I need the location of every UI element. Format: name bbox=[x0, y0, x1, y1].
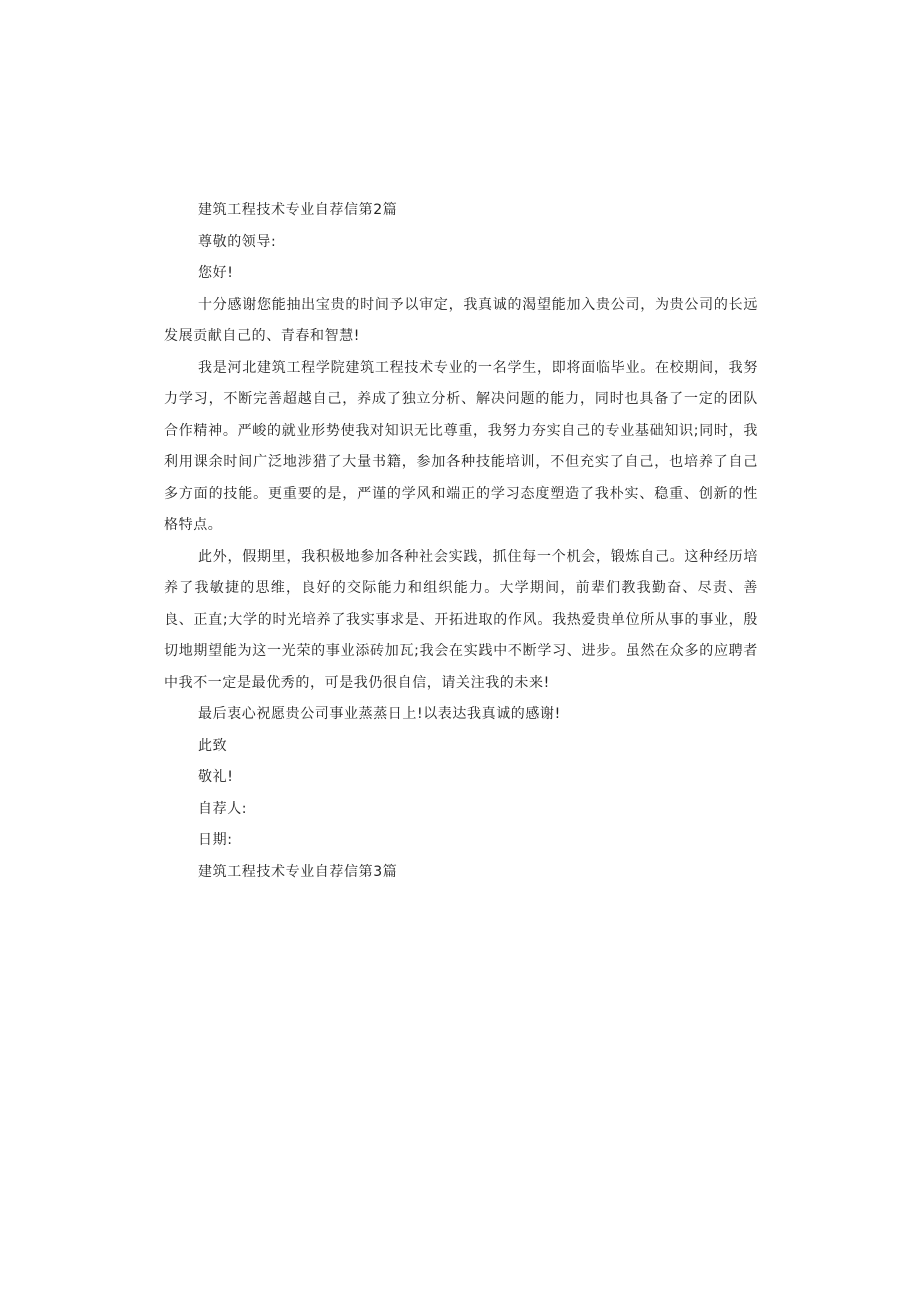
greeting: 您好! bbox=[198, 265, 234, 281]
body-paragraph-1: 十分感谢您能抽出宝贵的时间予以审定，我真诚的渴望能加入贵公司，为贵公司的长远发展贡献自己的、青春和智慧! bbox=[164, 296, 758, 344]
salutation: 尊敬的领导: bbox=[198, 233, 277, 250]
closing-line-2: 敬礼! bbox=[198, 769, 234, 785]
body-paragraph-2: 我是河北建筑工程学院建筑工程技术专业的一名学生，即将面临毕业。在校期间，我努力学习，不断完善超越自己，养成了独立分析、解决问题的能力，同时也具备了一定的团队合作精神。严峻的就业形势使我对知识无比尊重，我努力夯实自己的专业基础知识;同时，我利用课余时间广泛地涉猎了大量书籍，参加各种技能培训，不但充实了自己，也培养了自己多方面的技能。更重要的是，严谨的学风和端正的学习态度塑造了我朴实、稳重、创新的性格特点。 bbox=[164, 359, 758, 533]
date-label: 日期: bbox=[198, 832, 233, 848]
letter-title: 建筑工程技术专业自荐信第2篇 bbox=[198, 202, 398, 218]
body-paragraph-4: 最后衷心祝愿贵公司事业蒸蒸日上!以表达我真诚的感谢! bbox=[198, 706, 561, 722]
body-paragraph-3: 此外，假期里，我积极地参加各种社会实践，抓住每一个机会，锻炼自己。这种经历培养了我敏捷的思维，良好的交际能力和组织能力。大学期间，前辈们教我勤奋、尽责、善良、正直;大学的时光培养了我实事求是、开拓进取的作风。我热爱贵单位所从事的事业，殷切地期望能为这一光荣的事业添砖加瓦;我会在实践中不断学习、进步。虽然在众多的应聘者中我不一定是最优秀的，可是我仍很自信，请关注我的未来! bbox=[164, 548, 758, 691]
next-letter-title: 建筑工程技术专业自荐信第3篇 bbox=[198, 863, 398, 880]
closing-line-1: 此致 bbox=[198, 737, 228, 754]
signer-label: 自荐人: bbox=[198, 800, 248, 817]
letter-document bbox=[164, 195, 758, 888]
